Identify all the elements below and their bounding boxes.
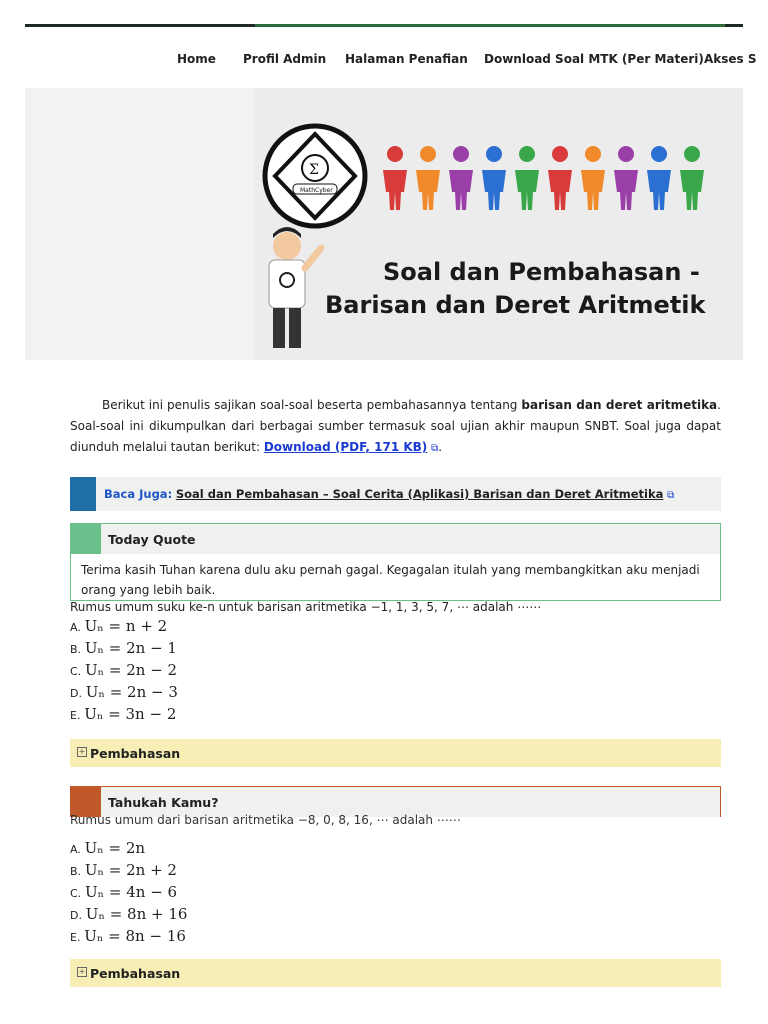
expand-icon: + bbox=[78, 747, 86, 756]
external-link-icon: ⧉ bbox=[431, 443, 439, 454]
cartoon-person bbox=[269, 227, 321, 348]
option-d bbox=[70, 682, 541, 704]
person-figure bbox=[581, 146, 605, 210]
person-figure bbox=[449, 146, 473, 210]
option-formula: Uₙ = 3n − 2 bbox=[84, 705, 177, 723]
option-a bbox=[70, 838, 187, 860]
option-c bbox=[70, 660, 541, 682]
download-pdf-link[interactable]: Download (PDF, 171 KB) bbox=[263, 440, 428, 454]
featured-banner bbox=[255, 88, 743, 360]
quote-text: Terima kasih Tuhan karena dulu aku pernah gagal. Kegagalan itulah yang membangkitkan aku menjadi orang yang lebih baik. bbox=[81, 563, 700, 597]
baca-juga-label: Baca Juga: bbox=[104, 487, 173, 501]
banner-title-line2: Barisan dan Deret Aritmetik bbox=[325, 291, 706, 319]
banner-illustration bbox=[255, 88, 743, 360]
people-row bbox=[383, 146, 704, 210]
option-formula: Uₙ = 8n − 16 bbox=[84, 927, 186, 945]
person-figure bbox=[482, 146, 506, 210]
person-figure bbox=[416, 146, 440, 210]
option-d bbox=[70, 904, 187, 926]
mathcyber-logo bbox=[265, 126, 365, 226]
option-formula: Uₙ = 8n + 16 bbox=[85, 905, 188, 923]
option-letter: A. bbox=[70, 621, 81, 634]
person-figure bbox=[614, 146, 638, 210]
pembahasan-toggle-1[interactable] bbox=[70, 739, 721, 767]
logo-text: MathCyber bbox=[300, 187, 333, 194]
option-letter: A. bbox=[70, 843, 81, 856]
option-letter: E. bbox=[70, 931, 81, 944]
tahukah-title: Tahukah Kamu? bbox=[108, 795, 219, 810]
nav-profil-admin[interactable]: Profil Admin bbox=[243, 52, 327, 66]
person-figure bbox=[515, 146, 539, 210]
question-2-stem-clipped: Rumus umum dari barisan aritmetika −8, 0, 8, 16, ⋯ adalah ⋯⋯ bbox=[70, 813, 461, 827]
option-formula: Uₙ = 2n − 1 bbox=[84, 639, 177, 657]
option-b bbox=[70, 638, 541, 660]
baca-juga-link[interactable]: Soal dan Pembahasan – Soal Cerita (Aplikasi) Barisan dan Deret Aritmetika bbox=[175, 487, 664, 501]
intro-bold: barisan dan deret aritmetika bbox=[521, 398, 718, 412]
person-figure bbox=[680, 146, 704, 210]
intro-section bbox=[70, 395, 721, 459]
nav-home[interactable]: Home bbox=[177, 52, 216, 66]
option-letter: D. bbox=[70, 909, 82, 922]
option-formula: Uₙ = 2n bbox=[84, 839, 146, 857]
pembahasan-label: Pembahasan bbox=[90, 966, 181, 981]
baca-juga-accent bbox=[70, 477, 96, 511]
option-formula: Uₙ = 4n − 6 bbox=[85, 883, 178, 901]
baca-juga-box bbox=[70, 477, 721, 511]
question-1 bbox=[70, 600, 541, 726]
banner-title-line1: Soal dan Pembahasan - bbox=[383, 258, 700, 286]
option-formula: Uₙ = 2n + 2 bbox=[84, 861, 177, 879]
hero-area bbox=[25, 88, 743, 360]
option-list bbox=[70, 838, 187, 948]
option-e bbox=[70, 704, 541, 726]
option-letter: B. bbox=[70, 643, 82, 656]
top-border-accent bbox=[255, 24, 725, 27]
person-figure bbox=[647, 146, 671, 210]
nav-akses[interactable]: Akses S bbox=[704, 52, 757, 66]
pembahasan-toggle-2[interactable] bbox=[70, 959, 721, 987]
nav-halaman-penafian[interactable]: Halaman Penafian bbox=[345, 52, 468, 66]
quote-accent bbox=[71, 524, 101, 554]
person-figure bbox=[383, 146, 407, 210]
external-link-icon: ⧉ bbox=[667, 490, 675, 501]
option-letter: C. bbox=[70, 887, 82, 900]
option-b bbox=[70, 860, 187, 882]
option-a bbox=[70, 616, 541, 638]
option-formula: Uₙ = 2n − 2 bbox=[85, 661, 178, 679]
intro-paragraph: Berikut ini penulis sajikan soal-soal beserta pembahasannya tentang barisan dan deret aritmetika. Soal-soal ini dikumpulkan dari berbagai sumber termasuk soal ujian akhir maupun SNBT. Soal juga dapat diunduh melalui tautan berikut: Download (PDF, 171 KB) ⧉. bbox=[70, 398, 721, 454]
question-stem: Rumus umum suku ke-n untuk barisan aritmetika −1, 1, 3, 5, 7, ⋯ adalah ⋯⋯ bbox=[70, 600, 542, 614]
svg-text:Σ: Σ bbox=[309, 162, 319, 178]
expand-icon: + bbox=[78, 967, 86, 976]
option-letter: C. bbox=[70, 665, 82, 678]
option-formula: Uₙ = 2n − 3 bbox=[85, 683, 178, 701]
main-nav bbox=[25, 28, 757, 88]
person-figure bbox=[548, 146, 572, 210]
option-e bbox=[70, 926, 187, 948]
option-letter: D. bbox=[70, 687, 82, 700]
option-letter: B. bbox=[70, 865, 82, 878]
option-formula: Uₙ = n + 2 bbox=[84, 617, 168, 635]
today-quote-box bbox=[70, 523, 721, 601]
question-2 bbox=[70, 838, 187, 948]
option-list bbox=[70, 616, 541, 726]
pembahasan-label: Pembahasan bbox=[90, 746, 181, 761]
nav-download-soal[interactable]: Download Soal MTK (Per Materi) bbox=[484, 52, 704, 66]
option-letter: E. bbox=[70, 709, 81, 722]
quote-title: Today Quote bbox=[108, 532, 196, 547]
option-c bbox=[70, 882, 187, 904]
